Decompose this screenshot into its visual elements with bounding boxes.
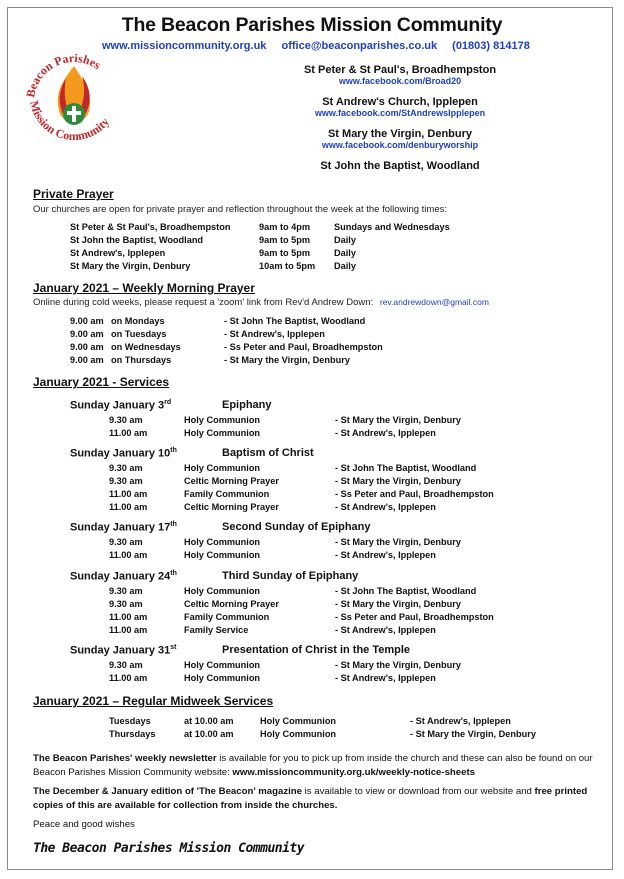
morning-prayer-intro: [33, 297, 489, 308]
newsletter-bold: The Beacon Parishes' weekly newsletter: [33, 753, 217, 764]
services-heading: January 2021 - Services: [33, 375, 170, 389]
service-time: 11.00 am: [109, 625, 148, 635]
mp-time: 9.00 am: [70, 355, 104, 365]
service-place: - St Andrew's, Ipplepen: [335, 673, 436, 683]
service-name: Holy Communion: [184, 537, 261, 547]
service-place: - St Mary the Virgin, Denbury: [335, 476, 461, 486]
sunday-title: Baptism of Christ: [222, 447, 314, 459]
prayer-days: Daily: [334, 248, 356, 258]
service-time: 11.00 am: [109, 428, 148, 438]
sunday-date: Sunday January 17th: [70, 521, 177, 534]
prayer-days: Sundays and Wednesdays: [334, 222, 450, 232]
mp-day: on Thursdays: [111, 355, 172, 365]
church-name: St Mary the Virgin, Denbury: [327, 128, 473, 140]
mp-day: on Mondays: [111, 316, 165, 326]
church-name: St Peter & St Paul's, Broadhempston: [303, 64, 497, 76]
prayer-church: St Peter & St Paul's, Broadhempston: [70, 222, 231, 232]
facebook-link[interactable]: www.facebook.com/Broad20: [338, 76, 462, 86]
sunday-title: Second Sunday of Epiphany: [222, 521, 371, 533]
service-time: 11.00 am: [109, 673, 148, 683]
midweek-service: Holy Communion: [260, 729, 337, 739]
service-name: Holy Communion: [184, 463, 261, 473]
church-name: St John the Baptist, Woodland: [320, 160, 480, 172]
page-title: The Beacon Parishes Mission Community: [121, 14, 503, 36]
magazine-bold-2: free printed copies of this are available for collection from inside the churches.: [33, 786, 588, 811]
service-place: - St Mary the Virgin, Denbury: [335, 537, 461, 547]
service-place: - St John The Baptist, Woodland: [335, 463, 477, 473]
sunday-title: Third Sunday of Epiphany: [222, 570, 359, 582]
midweek-day: Tuesdays: [109, 716, 151, 726]
mp-time: 9.00 am: [70, 329, 104, 339]
email-link[interactable]: office@beaconparishes.co.uk: [281, 40, 438, 52]
service-time: 9.30 am: [109, 476, 143, 486]
service-place: - Ss Peter and Paul, Broadhempston: [335, 489, 494, 499]
sunday-date: Sunday January 24th: [70, 570, 177, 583]
service-time: 9.30 am: [109, 415, 143, 425]
service-time: 11.00 am: [109, 502, 148, 512]
service-name: Holy Communion: [184, 428, 261, 438]
mp-place: - St Andrew's, Ipplepen: [224, 329, 325, 339]
prayer-time: 10am to 5pm: [259, 261, 316, 271]
website-link[interactable]: www.missioncommunity.org.uk: [102, 40, 267, 52]
private-prayer-intro: Our churches are open for private prayer and reflection throughout the week at the following times:: [33, 204, 448, 215]
newsletter-paragraph: [33, 752, 593, 780]
sunday-date: Sunday January 3rd: [70, 399, 172, 412]
mp-place: - Ss Peter and Paul, Broadhempston: [224, 342, 383, 352]
service-name: Celtic Morning Prayer: [184, 599, 279, 609]
beacon-logo: [20, 38, 128, 156]
facebook-link[interactable]: www.facebook.com/denburyworship: [321, 140, 479, 150]
prayer-time: 9am to 5pm: [259, 235, 311, 245]
sunday-date: Sunday January 31st: [70, 644, 177, 657]
service-place: - St John The Baptist, Woodland: [335, 586, 477, 596]
morning-prayer-heading: January 2021 – Weekly Morning Prayer: [33, 281, 255, 295]
mp-day: on Wednesdays: [111, 342, 181, 352]
prayer-days: Daily: [334, 235, 356, 245]
church-woodland: [120, 160, 624, 172]
magazine-bold: The December & January edition of 'The Beacon' magazine: [33, 786, 302, 797]
service-time: 9.30 am: [109, 599, 143, 609]
newsletter-text: is available for you to pick up from inside the church and these can also be found on our Beacon Parishes Mission Community website:: [33, 753, 593, 778]
midweek-day: Thursdays: [109, 729, 156, 739]
service-place: - St Andrew's, Ipplepen: [335, 428, 436, 438]
prayer-church: St Andrew's, Ipplepen: [70, 248, 166, 258]
service-time: 11.00 am: [109, 489, 148, 499]
service-place: - St Andrew's, Ipplepen: [335, 550, 436, 560]
logo-arc-text-top: Beacon Parishes: [23, 50, 104, 99]
service-time: 9.30 am: [109, 660, 143, 670]
logo-arc-text-bottom: Mission Community: [27, 99, 113, 144]
prayer-church: St John the Baptist, Woodland: [70, 235, 204, 245]
closing-text: Peace and good wishes: [33, 819, 135, 830]
midweek-place: - St Andrew's, Ipplepen: [410, 716, 511, 726]
mp-day: on Tuesdays: [111, 329, 167, 339]
church-name: St Andrew's Church, Ipplepen: [322, 96, 478, 108]
service-place: - Ss Peter and Paul, Broadhempston: [335, 612, 494, 622]
magazine-paragraph: [33, 785, 593, 813]
mp-time: 9.00 am: [70, 342, 104, 352]
facebook-link[interactable]: www.facebook.com/StAndrewsIpplepen: [314, 108, 486, 118]
service-time: 9.30 am: [109, 463, 143, 473]
mp-time: 9.00 am: [70, 316, 104, 326]
intro-text: Online during cold weeks, please request a 'zoom' link from Rev'd Andrew Down:: [33, 297, 374, 308]
newsletter-link[interactable]: www.missioncommunity.org.uk/weekly-notice-sheets: [232, 767, 475, 778]
email-link[interactable]: rev.andrewdown@gmail.com: [379, 297, 489, 307]
sunday-title: Presentation of Christ in the Temple: [222, 644, 411, 656]
service-name: Holy Communion: [184, 673, 261, 683]
church-broadhempston: [120, 64, 624, 86]
midweek-heading: January 2021 – Regular Midweek Services: [33, 694, 274, 708]
prayer-days: Daily: [334, 261, 356, 271]
midweek-time: at 10.00 am: [184, 729, 234, 739]
service-name: Holy Communion: [184, 415, 261, 425]
service-name: Holy Communion: [184, 660, 261, 670]
service-name: Holy Communion: [184, 586, 261, 596]
prayer-church: St Mary the Virgin, Denbury: [70, 261, 191, 271]
service-time: 9.30 am: [109, 537, 143, 547]
service-time: 9.30 am: [109, 586, 143, 596]
service-place: - St Andrew's, Ipplepen: [335, 502, 436, 512]
service-place: - St Mary the Virgin, Denbury: [335, 415, 461, 425]
magazine-text: is available to view or download from our website and: [302, 786, 535, 797]
service-time: 11.00 am: [109, 612, 148, 622]
service-name: Holy Communion: [184, 550, 261, 560]
church-ipplepen: [120, 96, 624, 118]
service-name: Family Communion: [184, 612, 270, 622]
sunday-date: Sunday January 10th: [70, 447, 177, 460]
mp-place: - St John The Baptist, Woodland: [224, 316, 366, 326]
sunday-title: Epiphany: [222, 399, 272, 411]
service-time: 11.00 am: [109, 550, 148, 560]
service-name: Family Communion: [184, 489, 270, 499]
service-place: - St Mary the Virgin, Denbury: [335, 599, 461, 609]
midweek-place: - St Mary the Virgin, Denbury: [410, 729, 536, 739]
service-name: Celtic Morning Prayer: [184, 476, 279, 486]
service-place: - St Andrew's, Ipplepen: [335, 625, 436, 635]
church-denbury: [120, 128, 624, 150]
service-place: - St Mary the Virgin, Denbury: [335, 660, 461, 670]
prayer-time: 9am to 4pm: [259, 222, 311, 232]
signature: The Beacon Parishes Mission Community: [33, 841, 305, 856]
phone-number: (01803) 814178: [452, 40, 530, 52]
mp-place: - St Mary the Virgin, Denbury: [224, 355, 350, 365]
midweek-service: Holy Communion: [260, 716, 337, 726]
prayer-time: 9am to 5pm: [259, 248, 311, 258]
service-name: Family Service: [184, 625, 249, 635]
contact-line: [102, 40, 542, 52]
private-prayer-heading: Private Prayer: [33, 187, 114, 201]
midweek-time: at 10.00 am: [184, 716, 234, 726]
service-name: Celtic Morning Prayer: [184, 502, 279, 512]
